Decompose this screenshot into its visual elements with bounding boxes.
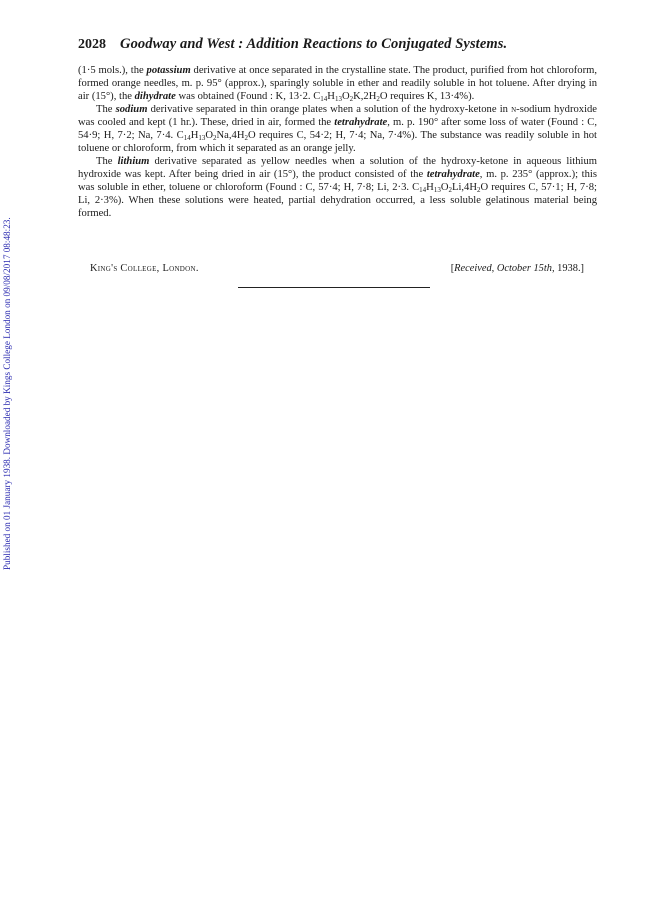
text-run: K,2H xyxy=(353,91,377,102)
received-prefix: [ xyxy=(450,263,455,274)
download-watermark xyxy=(2,150,16,570)
text-run: , m. p. 190° after some loss of water (Found : C, 54·9; H, 7·2; Na, 7·4. C xyxy=(78,117,597,141)
italic-term: potassium xyxy=(146,65,191,76)
received-date xyxy=(451,263,584,274)
text-run: H xyxy=(426,182,434,193)
text-run: The xyxy=(96,156,118,167)
text-run: O requires K, 13·4%). xyxy=(379,91,475,102)
text-run: O requires C, 57·1; H, 7·8; Li, 2·3%). When these solutions were heated, partial dehydration occurred, a less soluble gelatinous material being formed. xyxy=(78,182,597,219)
paragraph xyxy=(78,64,597,103)
subscript: 2 xyxy=(448,186,452,194)
italic-term: tetrahydrate xyxy=(426,169,480,180)
text-run: Na,4H xyxy=(216,130,245,141)
subscript: 13 xyxy=(198,134,206,142)
subscript: 14 xyxy=(320,95,328,103)
text-run: derivative separated as yellow needles when a solution of the hydroxy-ketone in aqueous lithium hydroxide was kept. After being dried in air (15°), the product consisted of the xyxy=(78,156,597,180)
running-title: Goodway and West : Addition Reactions to Conjugated Systems. xyxy=(120,36,508,52)
text-run: -sodium hydroxide was cooled and kept (1 hr.). These, dried in air, formed the xyxy=(78,104,598,128)
received-year: 1938.] xyxy=(554,263,584,274)
page-number: 2028 xyxy=(78,37,106,52)
text-run: The xyxy=(96,104,116,115)
subscript: 2 xyxy=(213,134,217,142)
page-header xyxy=(78,36,598,53)
paragraph xyxy=(78,103,597,155)
end-rule xyxy=(238,287,430,288)
text-run: O xyxy=(440,182,449,193)
text-run: , m. p. 235° (approx.); this was soluble in ether, toluene or chloroform (Found : C, 57·4; H, 7·8; Li, 2·3. C xyxy=(78,169,597,193)
paragraph xyxy=(78,155,597,220)
text-run: O xyxy=(341,91,350,102)
article-footer xyxy=(78,263,584,274)
text-run: Li,4H xyxy=(451,182,477,193)
italic-term: tetrahydrate xyxy=(334,117,388,128)
received-label: Received, October 15th, xyxy=(454,263,555,274)
text-run: was obtained (Found : K, 13·2. C xyxy=(175,91,321,102)
subscript: 2 xyxy=(349,95,354,103)
subscript: 2 xyxy=(244,134,248,142)
text-run: H xyxy=(327,91,335,102)
text-run: derivative at once separated in the crystalline state. The product, purified from hot chloroform, formed orange needles, m. p. 95° (approx.), sparingly soluble in ether and readily soluble in hot toluene. After drying in air (15°), the xyxy=(78,65,597,102)
subscript: 2 xyxy=(476,186,481,194)
subscript: 14 xyxy=(419,186,427,194)
small-caps-text: n xyxy=(511,104,517,115)
download-watermark-text: Published on 01 January 1938. Downloaded by Kings College London on 09/08/2017 08:48:23. xyxy=(2,217,12,570)
text-run: (1·5 mols.), the xyxy=(78,65,147,76)
article-body xyxy=(78,64,597,220)
subscript: 14 xyxy=(183,134,191,142)
subscript: 13 xyxy=(334,95,342,103)
subscript: 2 xyxy=(376,95,380,103)
italic-term: lithium xyxy=(117,156,150,167)
subscript: 13 xyxy=(433,186,441,194)
italic-term: sodium xyxy=(115,104,148,115)
text-run: derivative separated in thin orange plates when a solution of the hydroxy-ketone in xyxy=(147,104,512,115)
text-run: O requires C, 54·2; H, 7·4; Na, 7·4%). The substance was readily soluble in hot toluene or chloroform, from which it separated as an orange jelly. xyxy=(78,130,597,154)
text-run: H xyxy=(190,130,199,141)
affiliation: King's College, London. xyxy=(90,263,199,274)
italic-term: dihydrate xyxy=(134,91,176,102)
text-run: O xyxy=(205,130,214,141)
